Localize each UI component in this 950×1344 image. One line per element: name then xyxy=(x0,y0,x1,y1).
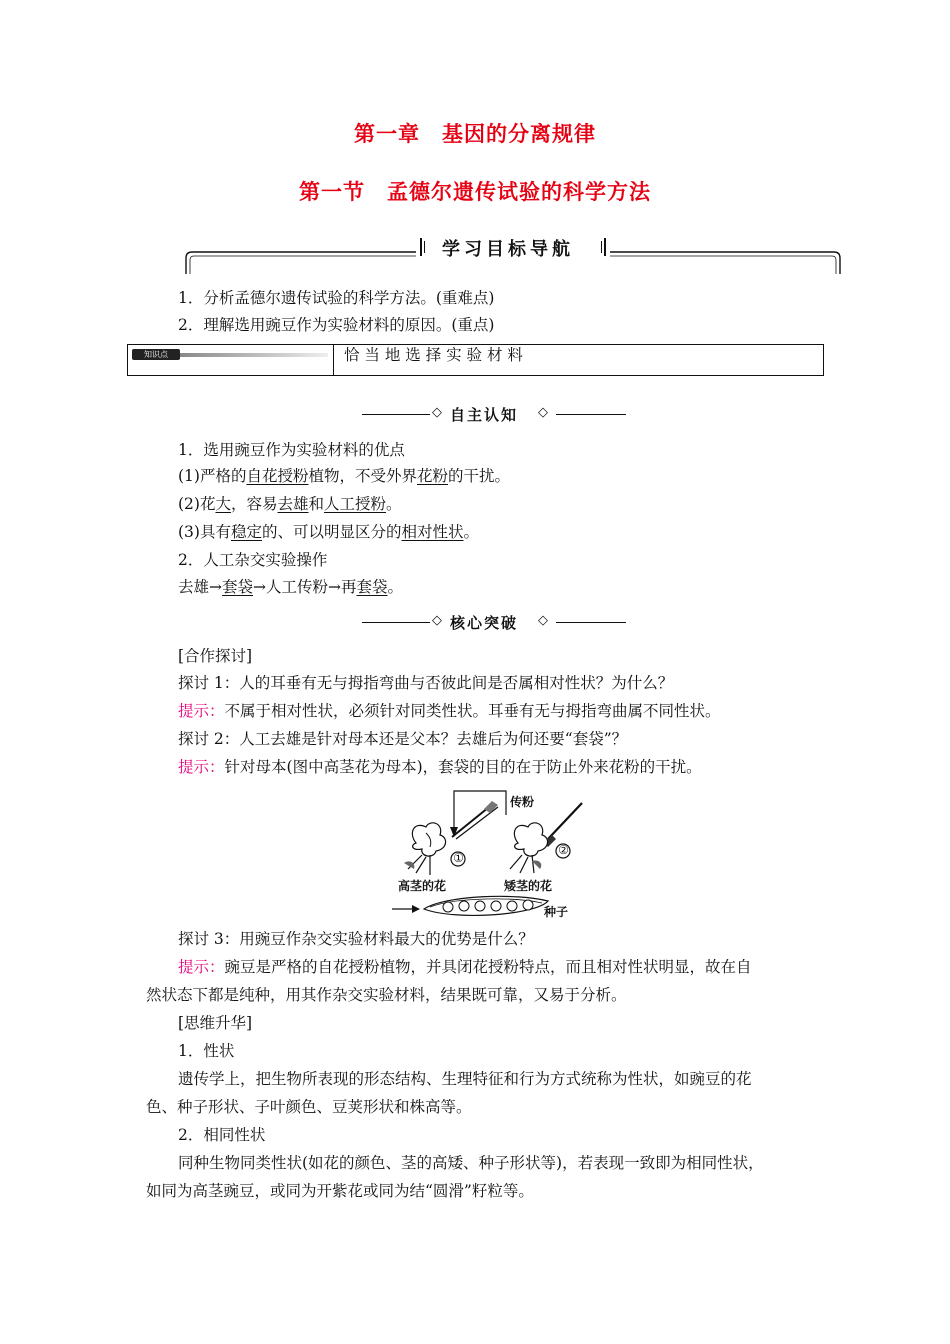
heading-rule-right xyxy=(556,414,626,415)
objectives-banner-title: 学习目标导航 xyxy=(442,239,574,260)
knowledge-point-tag xyxy=(132,349,180,360)
objective-item: 2．理解选用豌豆作为实验材料的原因。(重点) xyxy=(178,316,495,334)
discussion-3-answer-cont: 然状态下都是纯种，用其作杂交实验材料，结果既可靠，又易于分析。 xyxy=(146,986,627,1004)
figure-label-seed: 种子 xyxy=(544,905,569,919)
figure-label-tall: 高茎的花 xyxy=(398,879,447,893)
figure-mark-2: ② xyxy=(558,843,569,857)
self-study-q2: 2．人工杂交实验操作 xyxy=(178,551,328,569)
diamond-icon: ◇ xyxy=(432,405,442,420)
diamond-icon: ◇ xyxy=(538,613,548,628)
section-title: 第一节 孟德尔遗传试验的科学方法 xyxy=(299,179,651,204)
discussion-3-answer: 提示：豌豆是严格的自花授粉植物，并具闭花授粉特点，而且相对性状明显，故在自 xyxy=(178,958,752,976)
figure-mark-1: ① xyxy=(453,851,464,865)
chapter-title: 第一章 基因的分离规律 xyxy=(354,121,596,146)
topic-2-text: 同种生物同类性状(如花的颜色、茎的高矮、种子形状等)，若表现一致即为相同性状， xyxy=(178,1154,764,1172)
diamond-icon: ◇ xyxy=(432,613,442,628)
heading-rule-left xyxy=(362,414,430,415)
figure-label-pollinate: 传粉 xyxy=(510,795,535,809)
self-study-heading: 自主认知 xyxy=(450,406,519,424)
discussion-2-question: 探讨 2：人工去雄是针对母本还是父本？去雄后为何还要“套袋”？ xyxy=(178,730,628,748)
objective-item: 1．分析孟德尔遗传试验的科学方法。(重难点) xyxy=(178,289,495,307)
discussion-2-answer: 提示：针对母本(图中高茎花为母本)，套袋的目的在于防止外来花粉的干扰。 xyxy=(178,758,702,776)
figure-label-short: 矮茎的花 xyxy=(504,879,553,893)
hint-label: 提示： xyxy=(178,758,225,776)
topic-1-text-cont: 色、种子形状、子叶颜色、豆荚形状和株高等。 xyxy=(146,1098,472,1116)
sublimate-label: [思维升华] xyxy=(178,1014,253,1032)
pea-hybridization-figure xyxy=(386,785,596,923)
topic-2-title: 2．相同性状 xyxy=(178,1126,266,1144)
discussion-3-question: 探讨 3：用豌豆作杂交实验材料最大的优势是什么？ xyxy=(178,930,534,948)
diamond-icon: ◇ xyxy=(538,405,548,420)
knowledge-point-title: 恰 当 地 选 择 实 验 材 料 xyxy=(344,346,523,364)
knowledge-point-tag-label: 知识点 xyxy=(144,350,168,359)
discussion-1-answer: 提示：不属于相对性状，必须针对同类性状。耳垂有无与拇指弯曲属不同性状。 xyxy=(178,702,721,720)
topic-1-title: 1．性状 xyxy=(178,1042,235,1060)
topic-2-text-cont: 如同为高茎豌豆，或同为开紫花或同为结“圆滑”籽粒等。 xyxy=(146,1182,534,1200)
topic-1-text: 遗传学上，把生物所表现的形态结构、生理特征和行为方式统称为性状，如豌豆的花 xyxy=(178,1070,752,1088)
self-study-q1: 1．选用豌豆作为实验材料的优点 xyxy=(178,441,405,459)
self-study-p3: (3)具有稳定的、可以明显区分的相对性状。 xyxy=(178,523,480,541)
self-study-p1: (1)严格的自花授粉植物，不受外界花粉的干扰。 xyxy=(178,467,511,485)
knowledge-point-tag-tail xyxy=(180,353,328,357)
self-study-ops: 去雄→套袋→人工传粉→再套袋。 xyxy=(178,578,404,596)
core-heading: 核心突破 xyxy=(450,614,519,632)
discussion-1-question: 探讨 1：人的耳垂有无与拇指弯曲与否彼此间是否属相对性状？为什么？ xyxy=(178,674,674,692)
knowledge-point-divider xyxy=(333,344,334,375)
heading-rule-left xyxy=(362,622,430,623)
hint-label: 提示： xyxy=(178,702,225,720)
heading-rule-right xyxy=(556,622,626,623)
hint-label: 提示： xyxy=(178,958,225,976)
self-study-p2: (2)花大，容易去雄和人工授粉。 xyxy=(178,495,402,513)
coop-label: [合作探讨] xyxy=(178,647,253,665)
